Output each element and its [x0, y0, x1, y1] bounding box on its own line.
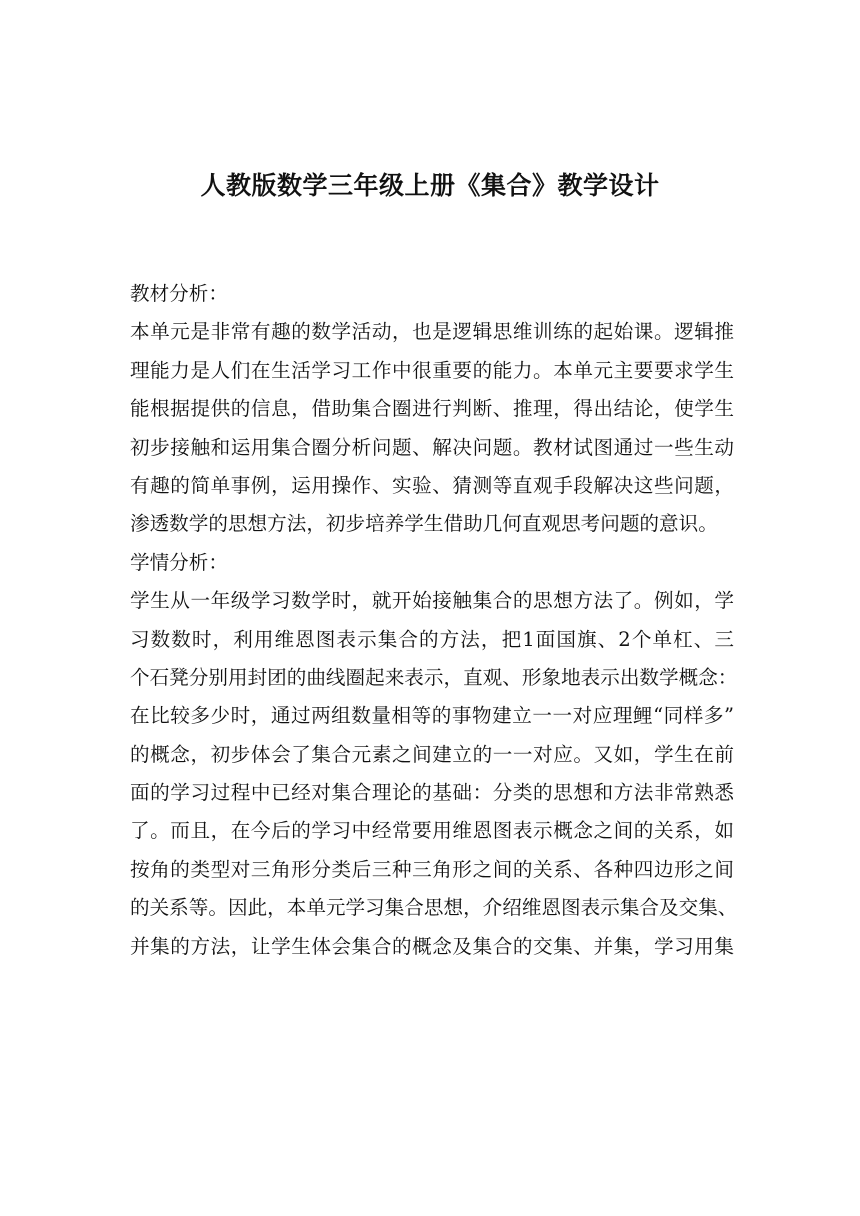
- paragraph-line: 渗透数学的思想方法，初步培养学生借助几何直观思考问题的意识。: [130, 512, 718, 536]
- paragraph-line: 初步接触和运用集合圈分析问题、解决问题。教材试图通过一些生动: [130, 435, 734, 459]
- section-heading-textbook-analysis: 教材分析：: [130, 282, 228, 305]
- paragraph-line: 个石凳分别用封团的曲线圈起来表示，直观、形象地表示出数学概念：: [130, 665, 738, 689]
- paragraph-line: 本单元是非常有趣的数学活动，也是逻辑思维训练的起始课。逻辑推: [130, 320, 734, 344]
- paragraph-line: 能根据提供的信息，借助集合圈进行判断、推理，得出结论，使学生: [130, 397, 734, 421]
- paragraph-line: 习数数时，利用维恩图表示集合的方法，把1面国旗、2个单杠、三: [130, 627, 734, 651]
- paragraph-line: 理能力是人们在生活学习工作中很重要的能力。本单元主要要求学生: [130, 358, 734, 382]
- paragraph-line: 学生从一年级学习数学时，就开始接触集合的思想方法了。例如，学: [130, 589, 734, 613]
- paragraph-line: 的关系等。因此，本单元学习集合思想，介绍维恩图表示集合及交集、: [130, 896, 738, 920]
- document-body: [130, 275, 738, 966]
- paragraph-line: 在比较多少时，通过两组数量相等的事物建立一一对应理鲤“同样多”: [130, 704, 734, 728]
- paragraph-line: 了。而且，在今后的学习中经常要用维恩图表示概念之间的关系，如: [130, 819, 734, 843]
- paragraph-line: 的概念，初步体会了集合元素之间建立的一一对应。又如，学生在前: [130, 742, 734, 766]
- paragraph-line: 并集的方法，让学生体会集合的概念及集合的交集、并集，学习用集: [130, 934, 734, 958]
- paragraph-line: 有趣的简单事例，运用操作、实验、猜测等直观手段解决这些问题，: [130, 473, 734, 497]
- paragraph-line: 按角的类型对三角形分类后三种三角形之间的关系、各种四边形之间: [130, 857, 734, 881]
- paragraph-line: 面的学习过程中已经对集合理论的基础：分类的思想和方法非常熟悉: [130, 781, 734, 805]
- section-heading-student-analysis: 学情分析：: [130, 550, 228, 574]
- document-title: 人教版数学三年级上册《集合》教学设计: [200, 171, 660, 200]
